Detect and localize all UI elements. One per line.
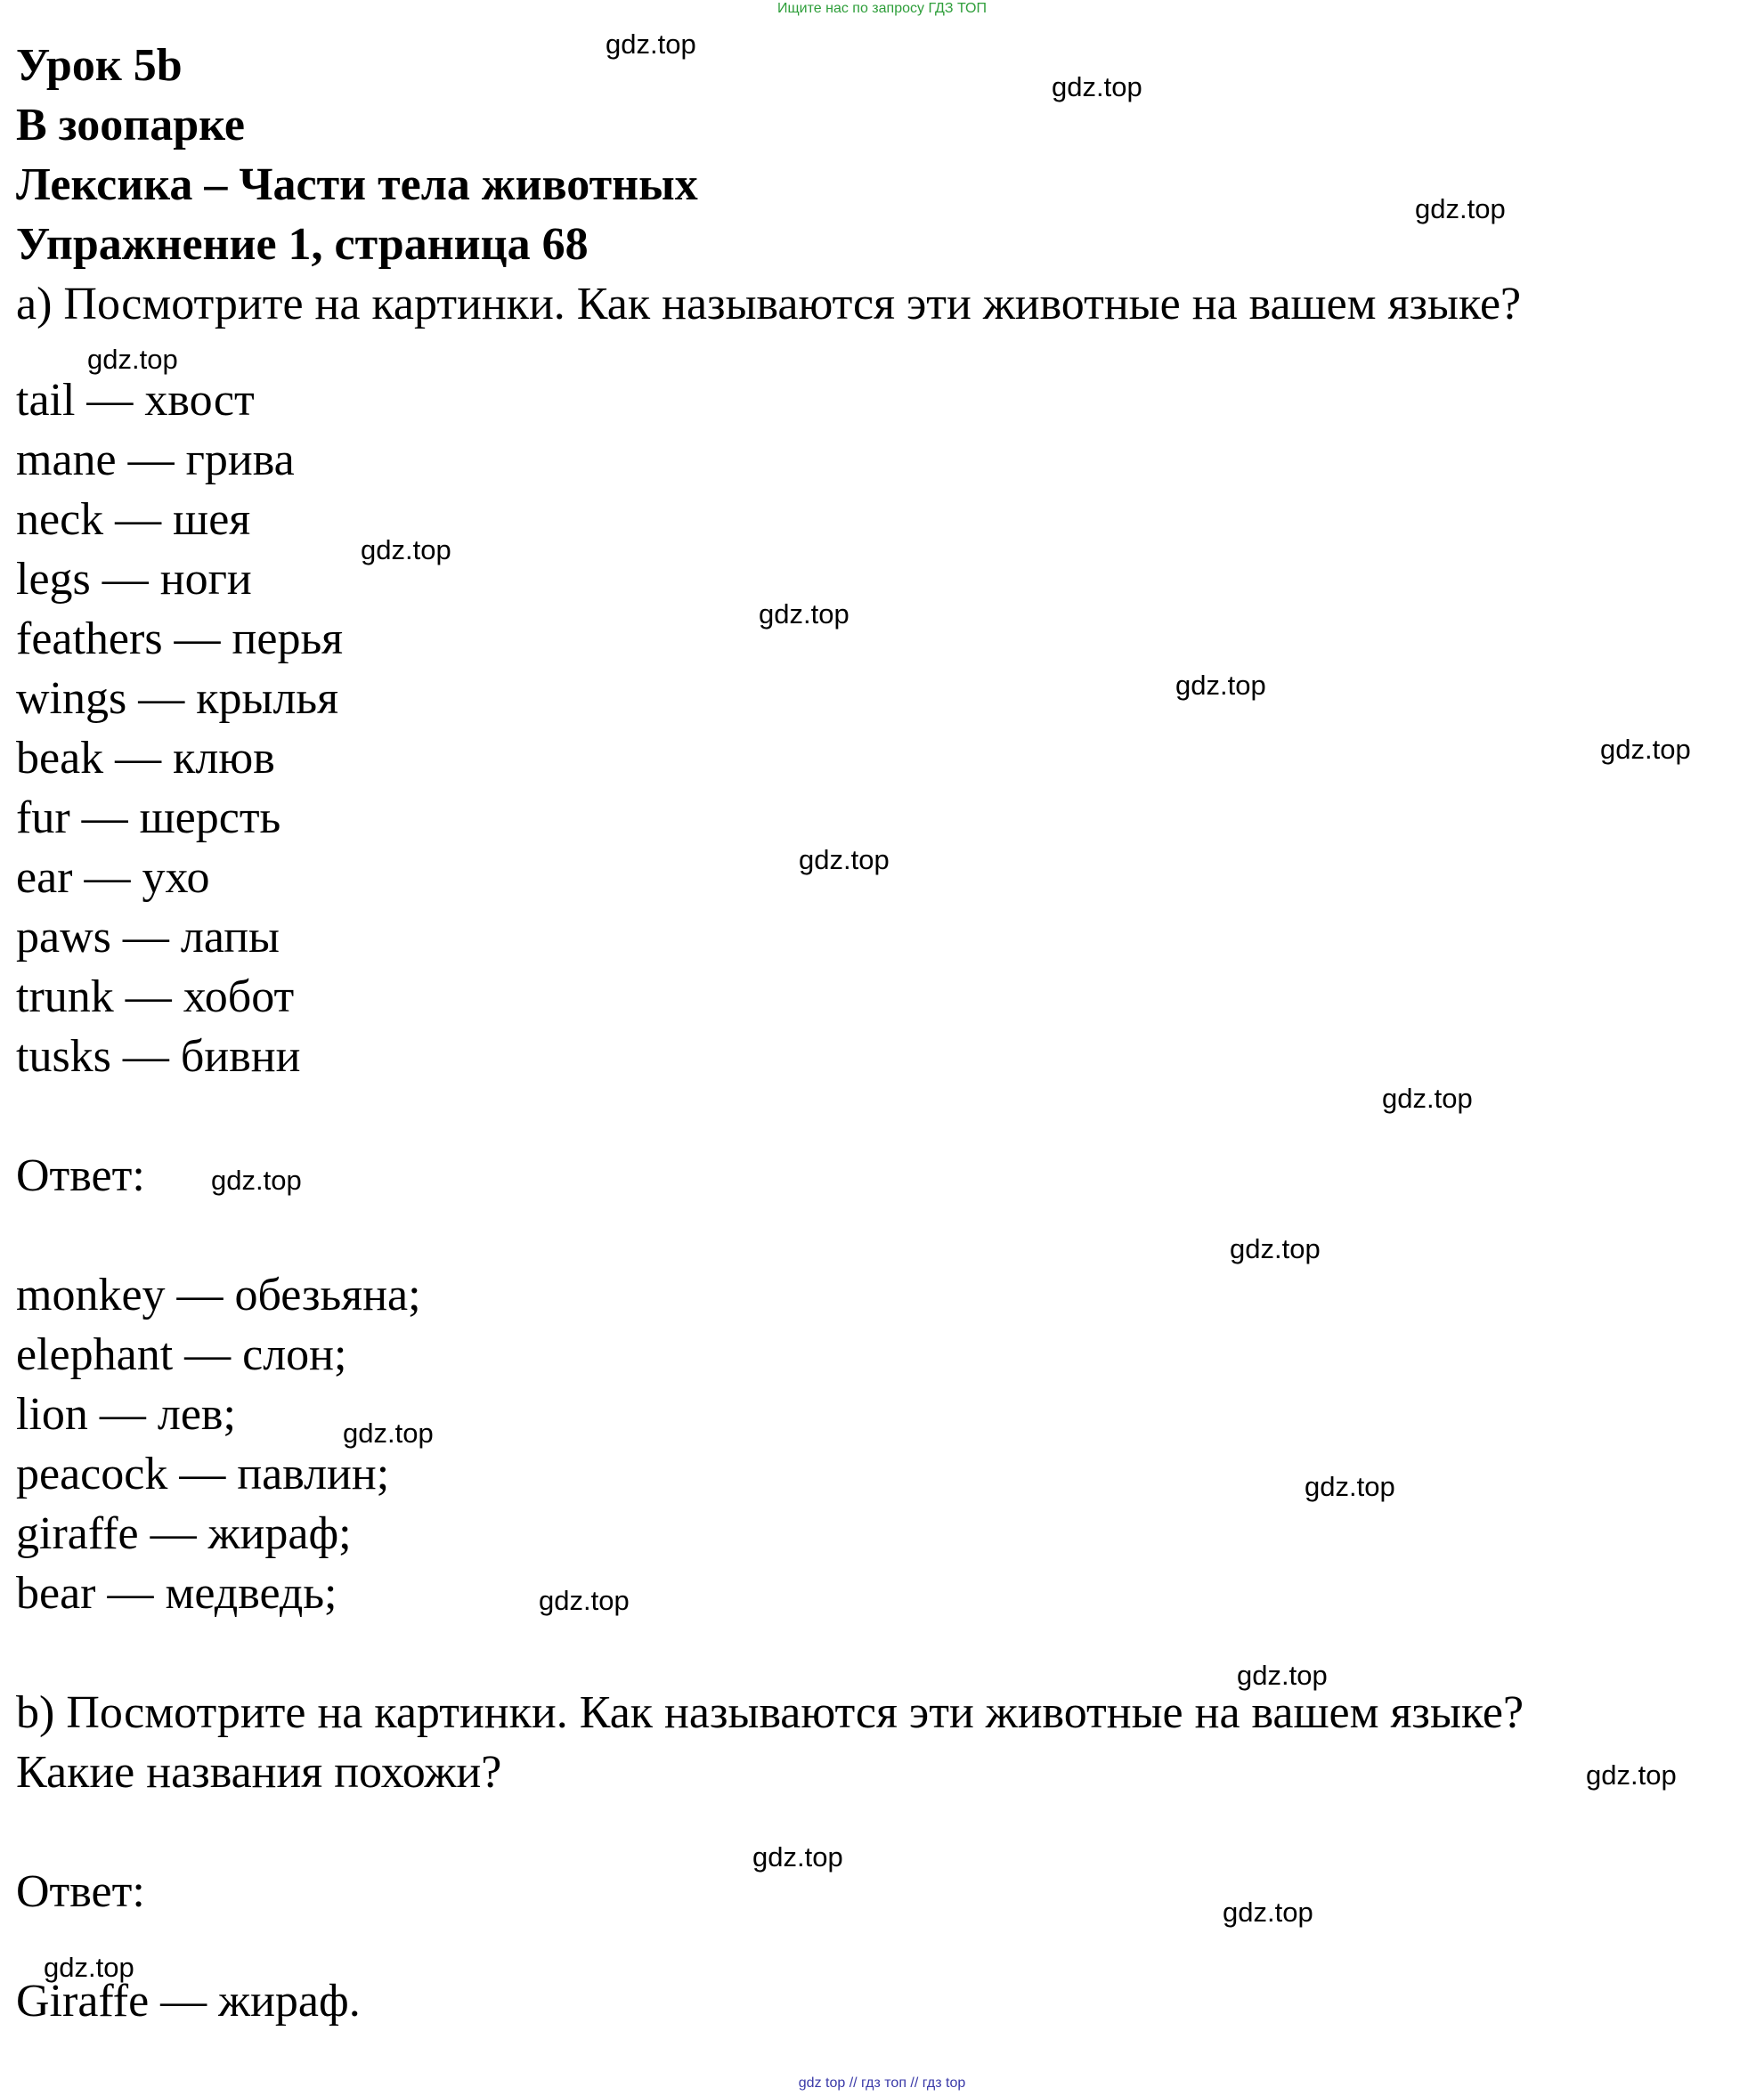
watermark: gdz.top — [759, 598, 849, 630]
watermark: gdz.top — [1415, 193, 1506, 224]
list-item: trunk — хобот — [16, 971, 295, 1022]
list-item: ear — ухо — [16, 852, 210, 903]
watermark: gdz.top — [1600, 734, 1691, 765]
list-item: wings — крылья — [16, 673, 339, 724]
watermark: gdz.top — [1305, 1471, 1395, 1502]
watermark: gdz.top — [539, 1585, 630, 1616]
list-item: bear — медведь; — [16, 1568, 337, 1619]
answer-list-a — [16, 1265, 1752, 1623]
watermark: gdz.top — [211, 1165, 302, 1196]
list-item: paws — лапы — [16, 912, 280, 963]
watermark: gdz.top — [87, 344, 178, 375]
list-item: beak — клюв — [16, 733, 275, 784]
list-item: tail — хвост — [16, 375, 255, 426]
bottom-banner: gdz top // гдз топ // гдз top — [798, 2076, 966, 2091]
lesson-subtitle: В зоопарке — [16, 100, 245, 150]
task-a-text: a) Посмотрите на картинки. Как называются эти животные на вашем языке? — [16, 279, 1522, 329]
document-body — [16, 36, 1752, 2031]
top-banner: Ищите нас по запросу ГДЗ ТОП — [777, 1, 987, 16]
answer-label-b: Ответ: — [16, 1866, 145, 1917]
answer-label-a: Ответ: — [16, 1150, 145, 1201]
watermark: gdz.top — [1230, 1233, 1321, 1264]
watermark: gdz.top — [799, 844, 890, 875]
watermark: gdz.top — [1237, 1660, 1328, 1691]
watermark: gdz.top — [1175, 670, 1266, 701]
answer-b-text: Giraffe — жираф. — [16, 1976, 361, 2027]
lesson-title: Урок 5b — [16, 40, 183, 91]
watermark: gdz.top — [1586, 1759, 1677, 1791]
list-item: neck — шея — [16, 494, 251, 545]
list-item: legs — ноги — [16, 554, 252, 605]
watermark: gdz.top — [343, 1418, 434, 1449]
watermark: gdz.top — [1382, 1083, 1473, 1114]
watermark: gdz.top — [44, 1952, 134, 1983]
watermark: gdz.top — [606, 28, 696, 60]
task-b-text-line2: Какие названия похожи? — [16, 1747, 502, 1798]
list-item: monkey — обезьяна; — [16, 1270, 421, 1320]
list-item: feathers — перья — [16, 613, 344, 664]
list-item: lion — лев; — [16, 1389, 236, 1440]
list-item: peacock — павлин; — [16, 1449, 390, 1499]
list-item: elephant — слон; — [16, 1329, 347, 1380]
task-b-text-line1: b) Посмотрите на картинки. Как называются эти животные на вашем языке? — [16, 1687, 1524, 1738]
watermark: gdz.top — [1052, 71, 1142, 102]
vocab-heading: Лексика – Части тела животных — [16, 159, 698, 210]
list-item: fur — шерсть — [16, 792, 281, 843]
list-item: mane — грива — [16, 435, 295, 485]
vocab-list — [16, 370, 1752, 1086]
list-item: giraffe — жираф; — [16, 1508, 352, 1559]
list-item: tusks — бивни — [16, 1031, 301, 1082]
watermark: gdz.top — [1223, 1897, 1313, 1928]
exercise-heading: Упражнение 1, страница 68 — [16, 219, 589, 270]
watermark: gdz.top — [752, 1841, 843, 1873]
watermark: gdz.top — [361, 534, 451, 565]
